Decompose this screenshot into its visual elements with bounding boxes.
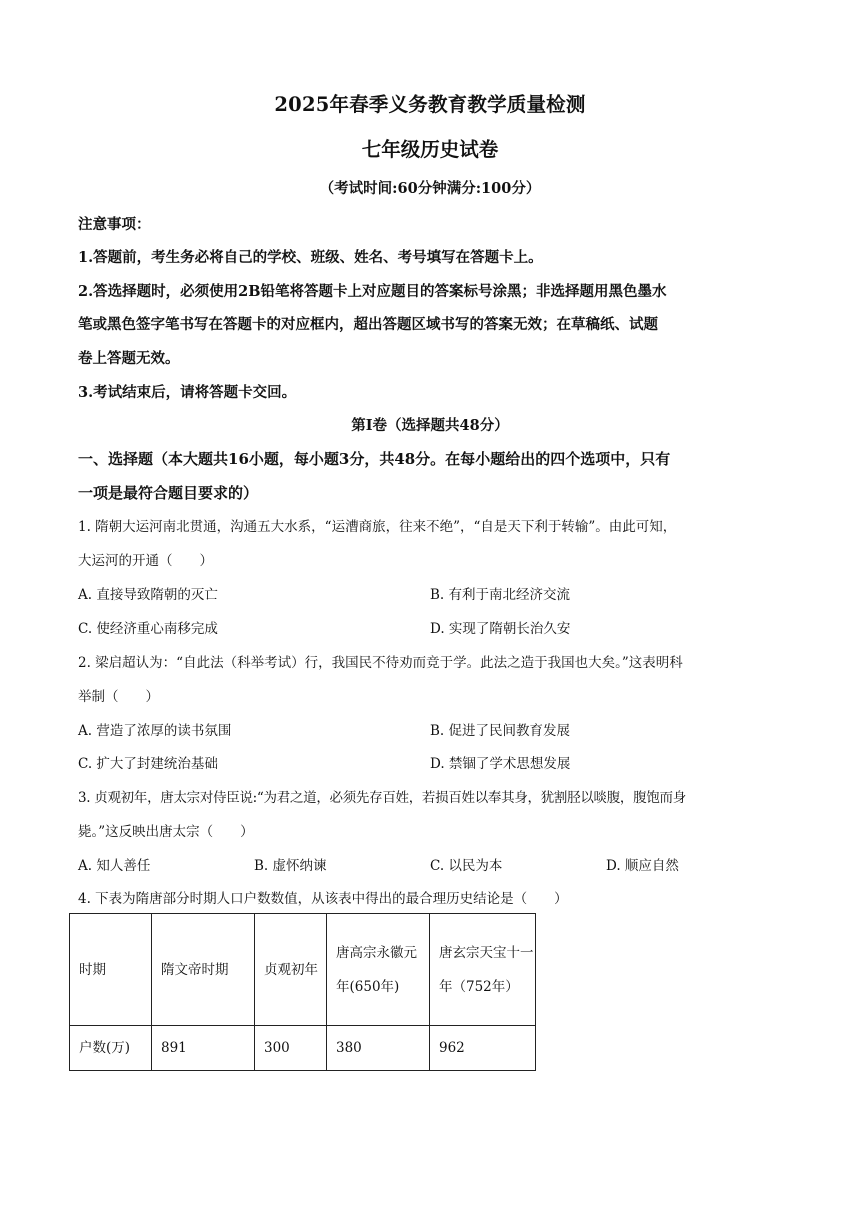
q3-stem-line-1: 3. 贞观初年，唐太宗对侍臣说:“为君之道，必须先存百姓，若损百姓以奉其身，犹割胫以啖腹，腹饱而身	[78, 790, 686, 806]
table-cell: 891	[152, 1026, 255, 1071]
part-title: 第Ⅰ卷（选择题共48分）	[351, 417, 509, 434]
q2-option-d: D. 禁锢了学术思想发展	[430, 756, 571, 772]
q3-option-d: D. 顺应自然	[606, 858, 679, 874]
q1-option-a: A. 直接导致隋朝的灭亡	[78, 587, 218, 603]
exam-title: 2025年春季义务教育教学质量检测	[274, 93, 586, 116]
note-3: 3.考试结束后，请将答题卡交回。	[78, 384, 297, 401]
q4-stem: 4. 下表为隋唐部分时期人口户数数值，从该表中得出的最合理历史结论是（ ）	[78, 891, 568, 907]
table-cell: 时期	[70, 914, 152, 1026]
note-2-line-3: 卷上答题无效。	[78, 350, 180, 367]
table-cell: 300	[255, 1026, 327, 1071]
table-cell: 隋文帝时期	[152, 914, 255, 1026]
q2-option-a: A. 营造了浓厚的读书氛围	[78, 723, 232, 739]
population-table	[69, 913, 536, 1071]
q1-option-c: C. 使经济重心南移完成	[78, 621, 218, 637]
q2-stem-line-2: 举制（ ）	[78, 689, 159, 705]
q2-option-b: B. 促进了民间教育发展	[430, 723, 571, 739]
section-instruction-2: 一项是最符合题目要求的）	[78, 484, 259, 502]
table-cell: 唐玄宗天宝十一年（752年）	[430, 914, 536, 1026]
q1-stem-line-2: 大运河的开通（ ）	[78, 553, 213, 569]
note-1: 1.答题前，考生务必将自己的学校、班级、姓名、考号填写在答题卡上。	[78, 249, 543, 266]
q3-option-a: A. 知人善任	[78, 858, 151, 874]
notes-heading: 注意事项：	[78, 216, 151, 233]
exam-subject-title: 七年级历史试卷	[361, 138, 499, 161]
note-2-line-2: 笔或黑色签字笔书写在答题卡的对应框内，超出答题区域书写的答案无效；在草稿纸、试题	[78, 316, 658, 333]
q3-stem-line-2: 毙。”这反映出唐太宗（ ）	[78, 824, 254, 840]
table-cell: 户数(万)	[70, 1026, 152, 1071]
table-cell: 唐高宗永徽元年(650年)	[327, 914, 430, 1026]
table-cell: 380	[327, 1026, 430, 1071]
q1-stem-line-1: 1. 隋朝大运河南北贯通，沟通五大水系，“运漕商旅，往来不绝”，“自是天下利于转输”。由此可知，	[78, 519, 677, 535]
section-instruction-1: 一、选择题（本大题共16小题，每小题3分，共48分。在每小题给出的四个选项中，只有	[78, 450, 671, 468]
table-cell: 962	[430, 1026, 536, 1071]
q3-option-b: B. 虚怀纳谏	[254, 858, 327, 874]
table-row	[70, 1026, 536, 1071]
note-2-line-1: 2.答选择题时，必须使用2B铅笔将答题卡上对应题目的答案标号涂黑；非选择题用黑色墨水	[78, 283, 667, 300]
q3-option-c: C. 以民为本	[430, 858, 503, 874]
exam-time-info: （考试时间:60分钟满分:100分）	[319, 180, 541, 197]
table-cell: 贞观初年	[255, 914, 327, 1026]
q1-option-d: D. 实现了隋朝长治久安	[430, 621, 571, 637]
q2-stem-line-1: 2. 梁启超认为：“自此法（科举考试）行，我国民不待劝而竞于学。此法之造于我国也大矣。”这表明科	[78, 655, 683, 671]
table-row	[70, 914, 536, 1026]
q2-option-c: C. 扩大了封建统治基础	[78, 756, 218, 772]
q1-option-b: B. 有利于南北经济交流	[430, 587, 571, 603]
